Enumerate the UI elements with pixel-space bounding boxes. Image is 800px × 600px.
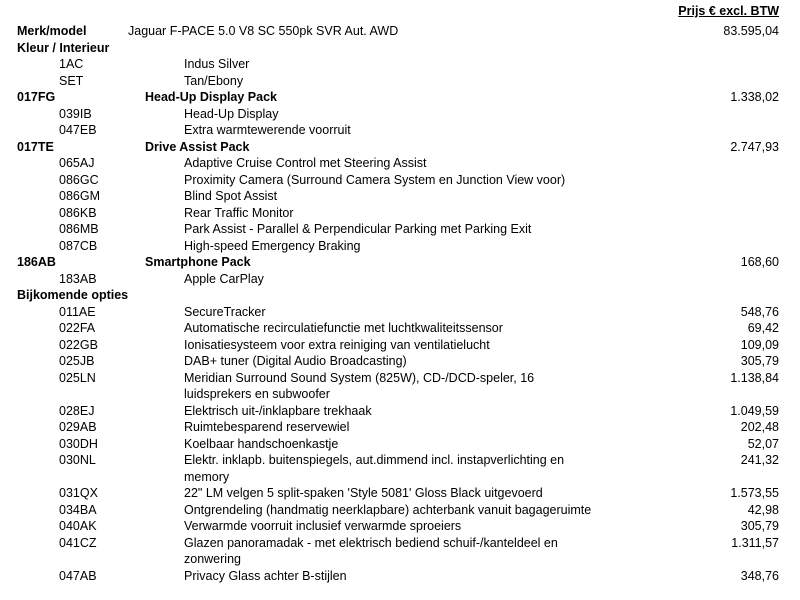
option-price: 305,79 [740,354,779,368]
option-row [0,353,800,370]
option-description: Privacy Glass achter B-stijlen [184,568,347,583]
option-description: DAB+ tuner (Digital Audio Broadcasting) [184,354,407,368]
pack-item-row [0,221,800,238]
option-code: 086GM [59,189,100,203]
option-description: Elektrisch uit-/inklapbare trekhaak [184,403,372,418]
option-code: 183AB [59,271,97,286]
option-price: 241,32 [740,453,779,467]
option-description: Extra warmtewerende voorruit [184,123,351,137]
option-code: 1AC [59,57,84,71]
option-description: Ruimtebesparend reservewiel [184,420,350,434]
model-description: Jaguar F-PACE 5.0 V8 SC 550pk SVR Aut. AWD [128,24,399,38]
model-row [0,23,800,40]
option-description-continued: luidsprekers en subwoofer [184,387,330,401]
option-description: 22" LM velgen 5 split-spaken 'Style 5081' Gloss Black uitgevoerd [184,486,543,500]
kleur-heading: Kleur / Interieur [17,40,110,55]
pack-item-row [0,106,800,123]
option-code: SET [59,73,84,88]
option-code: 030DH [59,436,98,451]
option-code: 025LN [59,370,96,385]
model-price: 83.595,04 [723,24,779,38]
options-heading: Bijkomende opties [17,288,129,302]
pack-code: 017TE [17,139,54,154]
section-heading [0,40,800,57]
option-code: 086KB [59,205,97,220]
option-row [0,403,800,420]
option-description: Head-Up Display [184,106,279,121]
option-description: Verwarmde voorruit inclusief verwarmde sproeiers [184,519,462,533]
option-price: 52,07 [747,436,779,451]
option-description-continued: memory [184,469,230,484]
pack-item-row [0,155,800,172]
option-code: 031QX [59,486,98,500]
model-label: Merk/model [17,24,87,38]
option-description: Glazen panoramadak - met elektrisch bediend schuif-/kanteldeel en [184,535,558,550]
option-code: 041CZ [59,535,97,550]
option-price: 1.573,55 [730,486,779,500]
option-continuation-row [0,469,800,486]
option-row [0,304,800,321]
option-code: 065AJ [59,156,95,170]
option-description: Blind Spot Assist [184,189,278,203]
pack-price: 1.338,02 [730,90,779,104]
pack-title: Smartphone Pack [145,255,251,269]
option-code: 086GC [59,172,99,187]
option-code: 047EB [59,123,97,137]
option-code: 040AK [59,519,97,533]
pack-price: 2.747,93 [730,139,779,154]
option-price: 1.138,84 [730,370,779,385]
option-price: 42,98 [747,502,779,517]
option-description: Rear Traffic Monitor [184,205,294,220]
option-description: Automatische recirculatiefunctie met luchtkwaliteitssensor [184,321,503,335]
option-row [0,452,800,469]
option-code: 025JB [59,354,95,368]
option-code: 030NL [59,453,96,467]
option-row [0,568,800,585]
option-row [0,485,800,502]
pack-code: 017FG [17,90,56,104]
pack-item-row [0,205,800,222]
option-price: 305,79 [740,519,779,533]
option-description: SecureTracker [184,304,266,319]
kleur-row [0,73,800,90]
pack-item-row [0,238,800,255]
option-row [0,337,800,354]
section-heading [0,287,800,304]
pack-row [0,254,800,271]
option-description-continued: zonwering [184,552,241,566]
option-continuation-row [0,551,800,568]
option-price: 548,76 [740,304,779,319]
option-description: Adaptive Cruise Control met Steering Assist [184,156,427,170]
option-code: 039IB [59,106,92,121]
option-description: Apple CarPlay [184,271,264,286]
option-description: Ontgrendeling (handmatig neerklapbare) achterbank vanuit bagageruimte [184,502,592,517]
pack-item-row [0,122,800,139]
option-row [0,320,800,337]
option-description: Ionisatiesysteem voor extra reiniging van ventilatielucht [184,337,490,352]
pack-item-row [0,172,800,189]
pack-item-row [0,188,800,205]
option-code: 047AB [59,568,97,583]
option-code: 029AB [59,420,97,434]
option-code: 086MB [59,222,99,236]
option-code: 034BA [59,502,97,517]
pack-item-row [0,271,800,288]
option-description: Park Assist - Parallel & Perpendicular Parking met Parking Exit [184,222,532,236]
pack-title: Head-Up Display Pack [145,90,277,104]
option-row [0,370,800,387]
option-description: Tan/Ebony [184,73,244,88]
pack-code: 186AB [17,255,56,269]
option-code: 022GB [59,337,98,352]
price-column-header: Prijs € excl. BTW [678,4,779,18]
pack-title: Drive Assist Pack [145,139,250,154]
option-price: 1.311,57 [731,535,779,550]
option-description: High-speed Emergency Braking [184,238,361,253]
option-description: Elektr. inklapb. buitenspiegels, aut.dimmend incl. instapverlichting en [184,453,565,467]
option-code: 011AE [59,304,96,319]
option-code: 087CB [59,238,98,253]
kleur-row [0,56,800,73]
option-price: 202,48 [740,420,779,434]
option-description: Koelbaar handschoenkastje [184,436,339,451]
option-price: 69,42 [747,321,779,335]
option-code: 028EJ [59,403,95,418]
option-row [0,436,800,453]
option-description: Proximity Camera (Surround Camera System en Junction View voor) [184,172,566,187]
option-row [0,502,800,519]
option-row [0,518,800,535]
option-description: Indus Silver [184,57,250,71]
option-price: 1.049,59 [730,403,779,418]
pack-row [0,139,800,156]
option-row [0,535,800,552]
option-row [0,419,800,436]
option-continuation-row [0,386,800,403]
option-price: 348,76 [740,568,779,583]
pack-price: 168,60 [740,255,779,269]
option-price: 109,09 [740,337,779,352]
pack-row [0,89,800,106]
option-code: 022FA [59,321,96,335]
option-description: Meridian Surround Sound System (825W), CD-/DCD-speler, 16 [184,370,535,385]
